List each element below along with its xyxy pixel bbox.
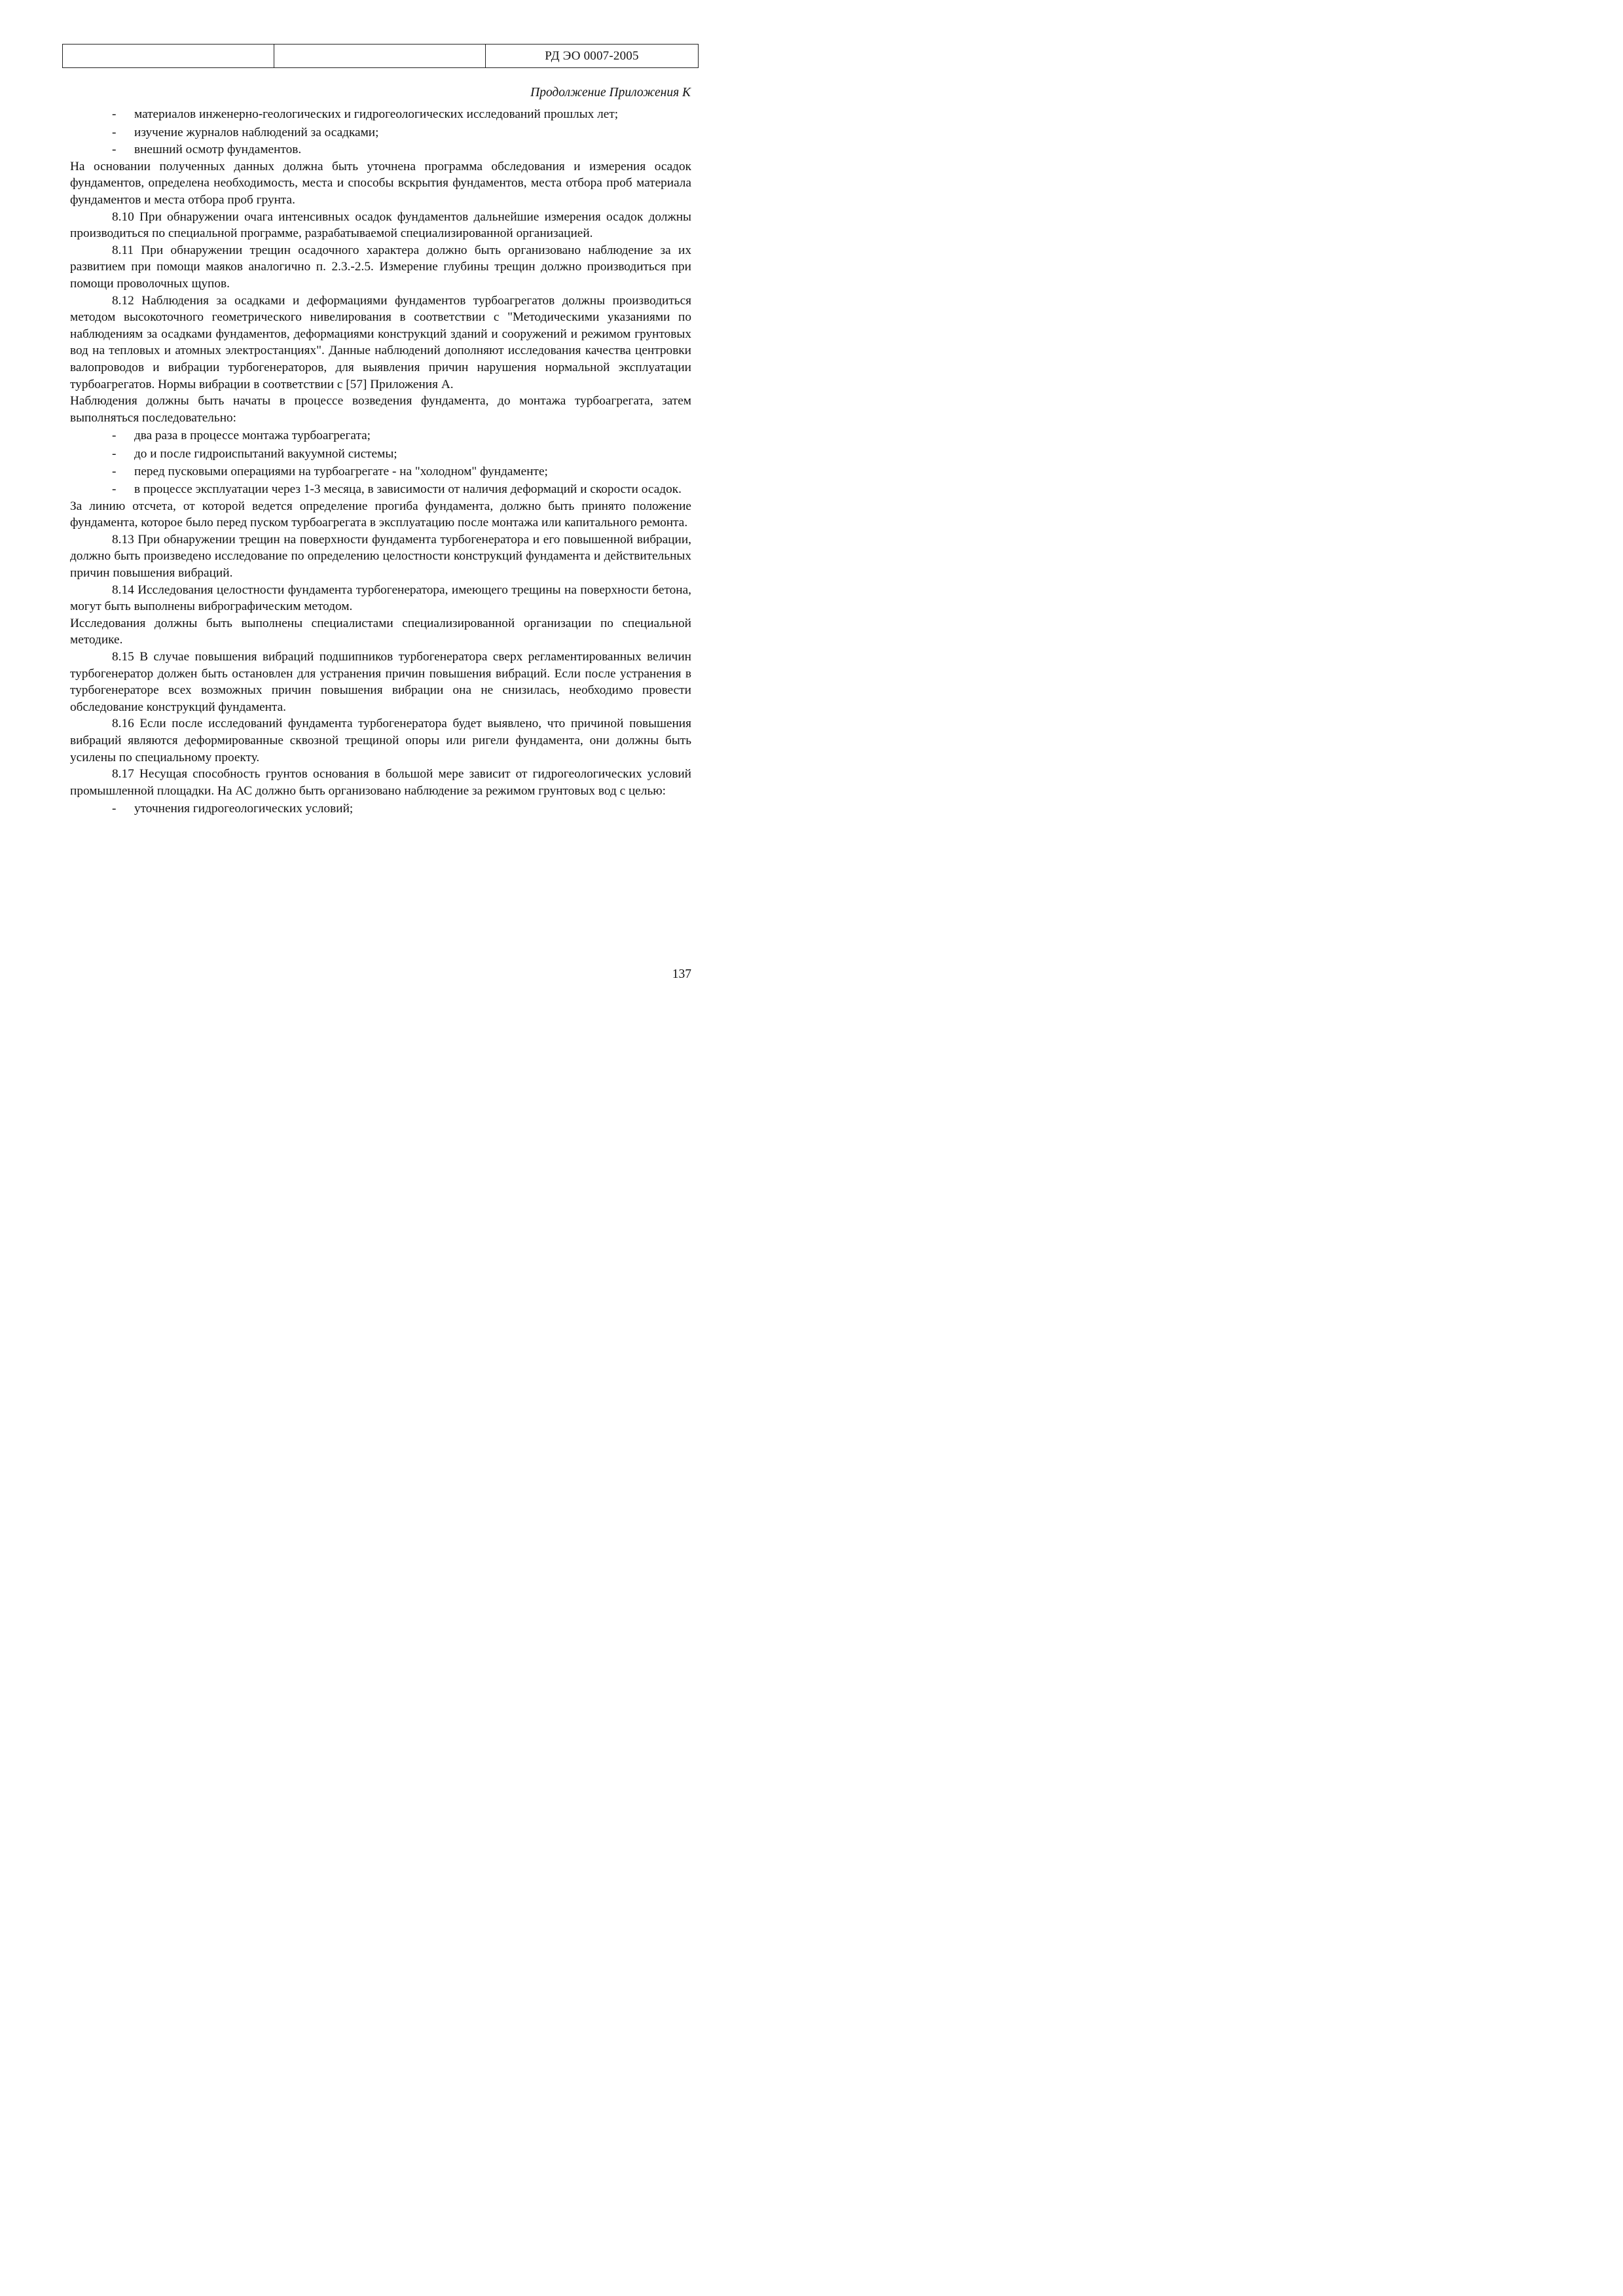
clause-8-10: 8.10 При обнаружении очага интенсивных осадок фундаментов дальнейшие измерения осадок должны производиться по специальной программе, разрабатываемой специализированной организацией.	[70, 209, 691, 241]
paragraph: Исследования должны быть выполнены специалистами специализированной организации по специальной методике.	[70, 616, 691, 647]
clause-8-17: 8.17 Несущая способность грунтов основания в большой мере зависит от гидрогеологических условий промышленной площадки. На АС должно быть организовано наблюдение за режимом грунтовых вод с целью:	[70, 767, 691, 798]
list-item: - материалов инженерно-геологических и гидрогеологических исследований прошлых лет;	[70, 106, 691, 123]
dash-marker: -	[112, 107, 117, 121]
list-item: - в процессе эксплуатации через 1-3 месяца, в зависимости от наличия деформаций и скорости осадок.	[70, 481, 691, 498]
header-table	[62, 44, 699, 68]
clause-8-14: 8.14 Исследования целостности фундамента турбогенератора, имеющего трещины на поверхности бетона, могут быть выполнены вибрографическим методом.	[70, 583, 691, 614]
dash-marker: -	[112, 482, 117, 497]
dash-marker: -	[112, 429, 117, 443]
dash-marker: -	[112, 143, 117, 157]
list-sources	[70, 106, 691, 158]
list-item: - перед пусковыми операциями на турбоагрегате - на "холодном" фундаменте;	[70, 463, 691, 480]
dash-marker: -	[112, 125, 117, 139]
list-stages	[70, 427, 691, 497]
document-code: РД ЭО 0007-2005	[486, 45, 699, 68]
continuation-note: Продолжение Приложения К	[530, 86, 691, 99]
list-item: - изучение журналов наблюдений за осадками;	[70, 124, 691, 141]
list-purposes	[70, 800, 691, 817]
page-number: 137	[672, 967, 691, 981]
clause-8-12: 8.12 Наблюдения за осадками и деформациями фундаментов турбоагрегатов должны производиться методом высокоточного геометрического нивелирования в соответствии с "Методическими указаниями по наблюдениям за осадками фундаментов, деформациями конструкций зданий и сооружений и режимом грунтовых вод на тепловых и атомных электростанциях". Данные наблюдений дополняют исследования качества центровки валопроводов и вибрации турбогенераторов, для выявления причин нарушения нормальной эксплуатации турбоагрегатов. Нормы вибрации в соответствии с [57] Приложения А.	[70, 293, 691, 391]
dash-marker: -	[112, 446, 117, 461]
dash-marker: -	[112, 465, 117, 479]
header-cell-empty-2	[274, 45, 486, 68]
clause-8-13: 8.13 При обнаружении трещин на поверхности фундамента турбогенератора и его повышенной вибрации, должно быть произведено исследование по определению целостности конструкций фундамента и действительных причин повышения вибраций.	[70, 532, 691, 581]
clause-8-15: 8.15 В случае повышения вибраций подшипников турбогенератора сверх регламентированных величин турбогенератор должен быть остановлен для устранения причин повышения вибраций. Если после устранения в турбогенераторе всех возможных причин повышения вибрации она не снизилась, необходимо провести обследование конструкций фундамента.	[70, 650, 691, 714]
paragraph: На основании полученных данных должна быть уточнена программа обследования и измерения осадок фундаментов, определена необходимость, места и способы вскрытия фундаментов, места отбора проб материала фундаментов и места отбора проб грунта.	[70, 159, 691, 207]
dash-marker: -	[112, 802, 117, 816]
list-item: - два раза в процессе монтажа турбоагрегата;	[70, 427, 691, 444]
list-item: - внешний осмотр фундаментов.	[70, 141, 691, 158]
clause-8-11: 8.11 При обнаружении трещин осадочного характера должно быть организовано наблюдение за их развитием при помощи маяков аналогично п. 2.3.-2.5. Измерение глубины трещин должно производиться при помощи проволочных щупов.	[70, 243, 691, 291]
list-item: - до и после гидроиспытаний вакуумной системы;	[70, 446, 691, 463]
clause-8-16: 8.16 Если после исследований фундамента турбогенератора будет выявлено, что причиной повышения вибраций являются деформированные сквозной трещиной опоры или ригели фундамента, они должны быть усилены по специальному проекту.	[70, 717, 691, 764]
list-item: - уточнения гидрогеологических условий;	[70, 800, 691, 817]
document-body	[70, 106, 691, 818]
paragraph: Наблюдения должны быть начаты в процессе возведения фундамента, до монтажа турбоагрегата, затем выполняться последовательно:	[70, 394, 691, 425]
header-cell-empty-1	[63, 45, 274, 68]
paragraph: За линию отсчета, от которой ведется определение прогиба фундамента, должно быть принято положение фундамента, которое было перед пуском турбоагрегата в эксплуатацию после монтажа или капитального ремонта.	[70, 499, 691, 530]
